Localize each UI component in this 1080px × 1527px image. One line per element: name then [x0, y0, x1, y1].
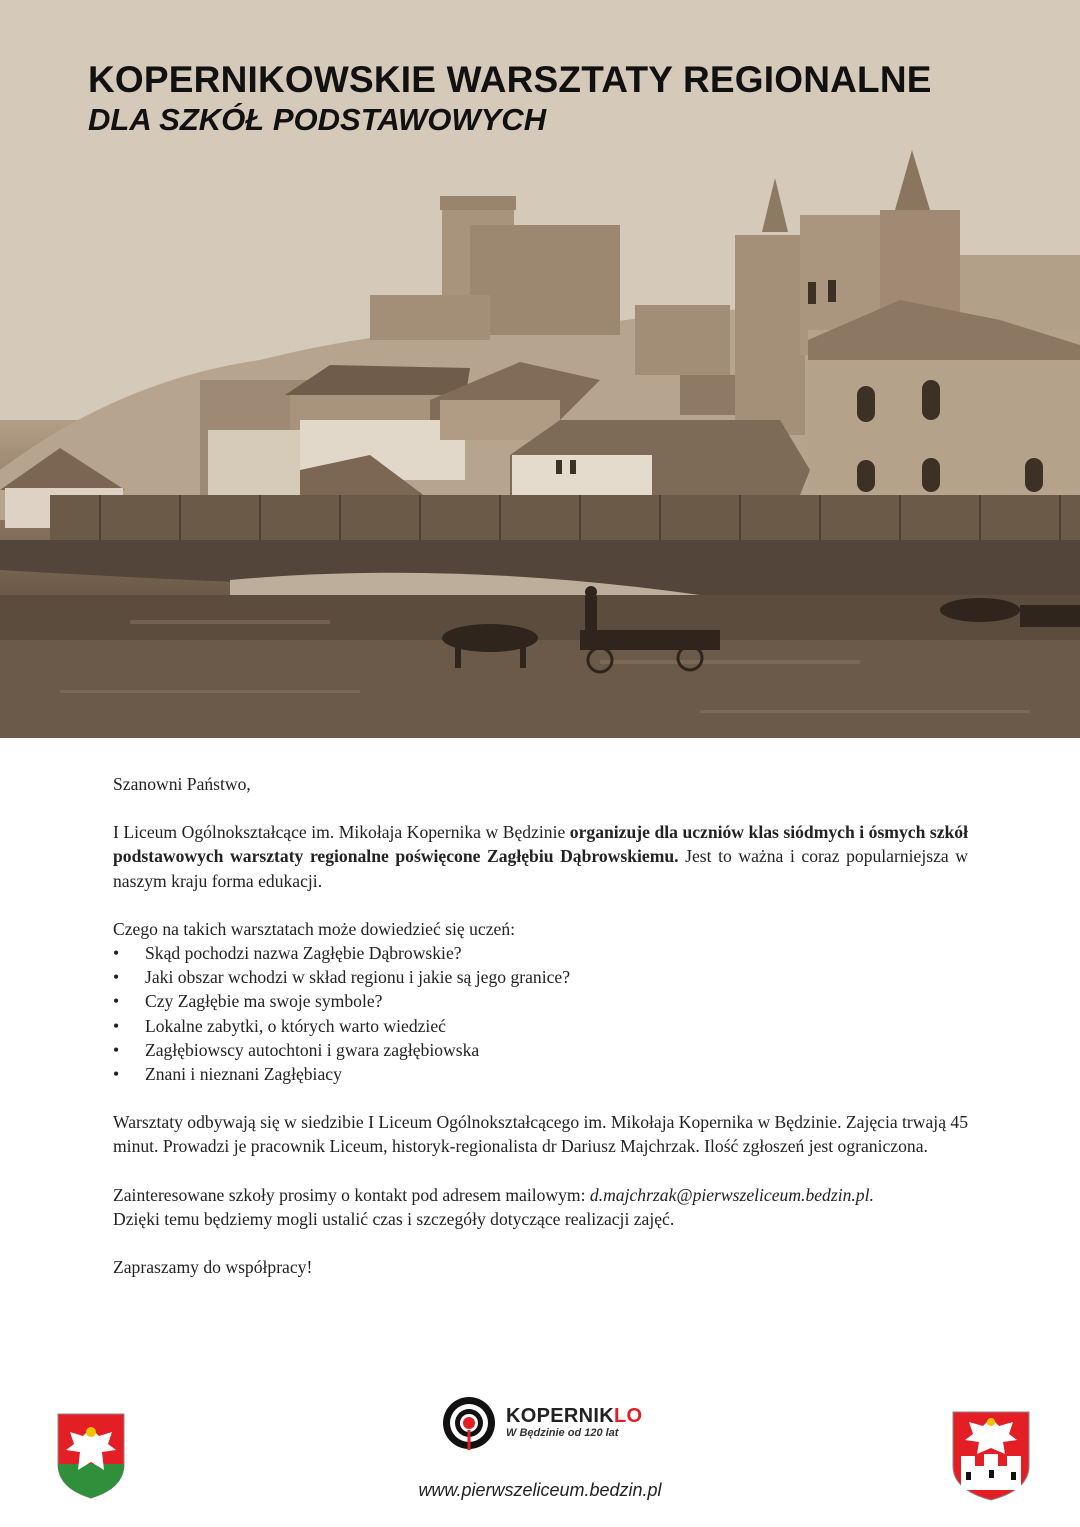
contact-followup: Dzięki temu będziemy mogli ustalić czas i szczegóły dotyczące realizacji zajęć. — [113, 1208, 675, 1229]
header-photo — [0, 0, 1080, 738]
page-subtitle: DLA SZKÓŁ PODSTAWOWYCH — [88, 102, 547, 137]
closing: Zapraszamy do współpracy! — [113, 1257, 313, 1278]
list-item: • Lokalne zabytki, o których warto wiedzieć — [113, 1014, 968, 1038]
bullet-icon: • — [113, 1039, 120, 1060]
intro-text-end: Jest to ważna i coraz popularniejsza w naszym kraju forma edukacji. — [113, 846, 969, 891]
bullet-icon: • — [113, 967, 120, 988]
intro-text: I Liceum Ogólnokształcące im. Mikołaja Kopernika w Będzinie — [113, 822, 570, 843]
topics-list — [113, 941, 968, 1086]
contact-email-link[interactable]: d.majchrzak@pierwszeliceum.bedzin.pl. — [589, 1184, 874, 1205]
intro-bold-text: organizuje dla uczniów klas siódmych i ósmych szkół podstawowych warsztaty regionalne poświęcone Zagłębiu Dąbrowskiemu. — [113, 822, 968, 867]
list-item: • Jaki obszar wchodzi w skład regionu i jakie są jego granice? — [113, 965, 968, 989]
contact-text: Zainteresowane szkoły prosimy o kontakt pod adresem mailowym: — [113, 1184, 590, 1205]
intro-paragraph — [113, 820, 968, 893]
logo-tagline: W Będzinie od 120 lat — [506, 1427, 619, 1439]
bullet-icon: • — [113, 1015, 120, 1036]
target-logo-icon — [442, 1396, 496, 1450]
letter-body — [113, 772, 968, 1279]
list-item: • Skąd pochodzi nazwa Zagłębie Dąbrowskie? — [113, 941, 968, 965]
list-item: • Znani i nieznani Zagłębiacy — [113, 1062, 968, 1086]
bullet-icon: • — [113, 943, 120, 964]
logo-accent: LO — [613, 1405, 643, 1427]
list-intro: Czego na takich warsztatach może dowiedzieć się uczeń: — [113, 918, 516, 939]
list-item: • Czy Zagłębie ma swoje symbole? — [113, 989, 968, 1013]
list-item: • Zagłębiowscy autochtoni i gwara zagłębiowska — [113, 1038, 968, 1062]
bullet-icon: • — [113, 991, 120, 1012]
page-title: KOPERNIKOWSKIE WARSZTATY REGIONALNE — [88, 59, 932, 100]
salutation: Szanowni Państwo, — [113, 774, 251, 794]
contact-paragraph — [113, 1183, 968, 1207]
details-paragraph: Warsztaty odbywają się w siedzibie I Liceum Ogólnokształcącego im. Mikołaja Kopernika w Będzinie. Zajęcia trwają 45 minut. Prowadzi je pracownik Liceum, historyk-regionalista dr Dariusz Majchrzak. Ilość zgłoszeń jest ograniczona. — [113, 1112, 968, 1157]
school-logo[interactable] — [442, 1396, 662, 1452]
website-link[interactable]: www.pierwszeliceum.bedzin.pl — [418, 1480, 662, 1500]
bullet-icon: • — [113, 1064, 120, 1085]
logo-wordmark: KOPERNIKLO — [506, 1405, 643, 1427]
